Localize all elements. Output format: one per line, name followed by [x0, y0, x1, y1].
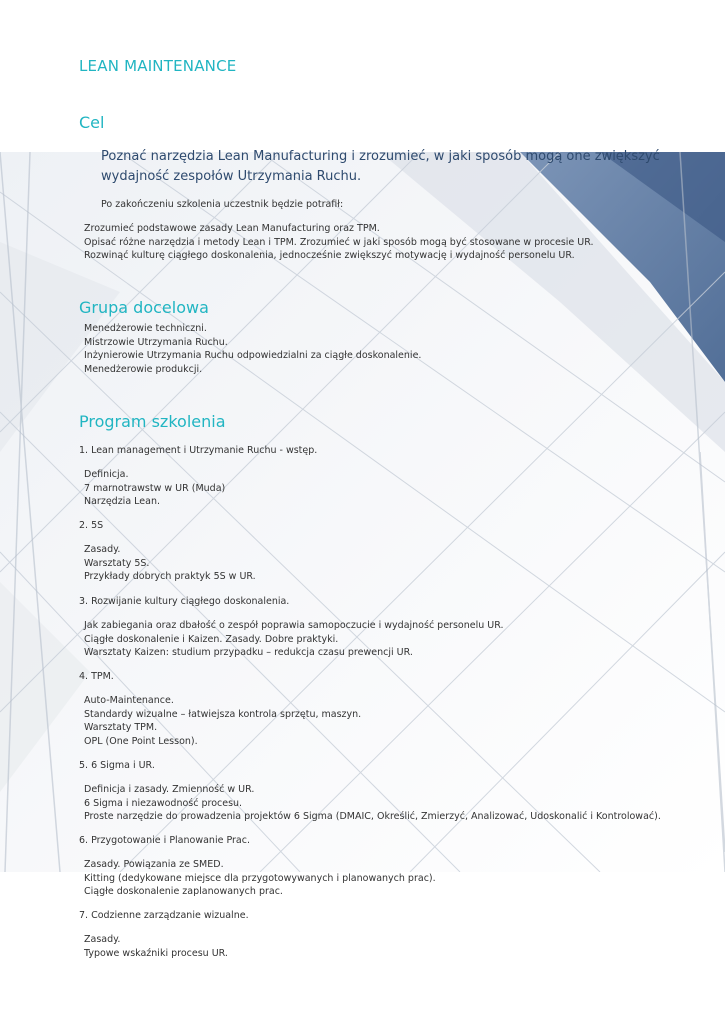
list-item: Zasady.: [84, 544, 121, 555]
module-items: [84, 783, 661, 824]
list-item: Definicja i zasady. Zmienność w UR.: [84, 784, 255, 795]
list-item: Inżynierowie Utrzymania Ruchu odpowiedzialni za ciągłe doskonalenie.: [84, 350, 422, 362]
list-item: Narzędzia Lean.: [84, 496, 160, 508]
module-title: 3. Rozwijanie kultury ciągłego doskonalenia.: [79, 596, 290, 607]
module-title: 5. 6 Sigma i UR.: [79, 760, 155, 771]
module-items: [84, 858, 436, 899]
goal-lead-text: [101, 147, 691, 187]
goal-lead-line: Poznać narzędzia Lean Manufacturing i zrozumieć, w jaki sposób mogą one zwiększyć: [101, 149, 660, 164]
list-item: Rozwinąć kulturę ciągłego doskonalenia, jednocześnie zwiększyć motywację i wydajność personelu UR.: [84, 250, 575, 262]
list-item: Menedżerowie techniczni.: [84, 323, 207, 334]
list-item: Mistrzowie Utrzymania Ruchu.: [84, 336, 228, 348]
list-item: Jak zabiegania oraz dbałość o zespół poprawia samopoczucie i wydajność personelu UR.: [84, 620, 504, 631]
list-item: Auto-Maintenance.: [84, 695, 174, 706]
list-item: Zasady. Powiązania ze SMED.: [84, 859, 224, 870]
module-title: 6. Przygotowanie i Planowanie Prac.: [79, 835, 250, 846]
list-item: Zasady.: [84, 934, 121, 945]
module-items: [84, 543, 256, 584]
module-title: 2. 5S: [79, 520, 104, 531]
list-item: Przykłady dobrych praktyk 5S w UR.: [84, 571, 256, 583]
module-title: 1. Lean management i Utrzymanie Ruchu - wstęp.: [79, 445, 318, 456]
goal-list: [84, 222, 594, 263]
list-item: Proste narzędzie do prowadzenia projektów 6 Sigma (DMAIC, Określić, Zmierzyć, Analizować, Udoskonalić i Kontrolować).: [84, 811, 661, 823]
list-item: Opisać różne narzędzia i metody Lean i TPM. Zrozumieć w jaki sposób mogą być stosowane w procesie UR.: [84, 236, 594, 248]
module-title: 4. TPM.: [79, 671, 114, 682]
goal-intro: Po zakończeniu szkolenia uczestnik będzie potrafił:: [101, 199, 344, 210]
document-title: LEAN MAINTENANCE: [79, 57, 237, 75]
list-item: Definicja.: [84, 469, 129, 480]
list-item: Zrozumieć podstawowe zasady Lean Manufacturing oraz TPM.: [84, 223, 380, 234]
list-item: Menedżerowie produkcji.: [84, 363, 203, 375]
module-items: [84, 933, 228, 960]
list-item: OPL (One Point Lesson).: [84, 735, 198, 747]
list-item: Ciągłe doskonalenie i Kaizen. Zasady. Dobre praktyki.: [84, 633, 339, 645]
goal-lead-line: wydajność zespołów Utrzymania Ruchu.: [101, 169, 362, 184]
module-items: [84, 619, 504, 660]
list-item: Standardy wizualne – łatwiejsza kontrola sprzętu, maszyn.: [84, 708, 362, 720]
module-title: 7. Codzienne zarządzanie wizualne.: [79, 910, 249, 921]
list-item: Kitting (dedykowane miejsce dla przygotowywanych i planowanych prac).: [84, 872, 436, 884]
list-item: 7 marnotrawstw w UR (Muda): [84, 482, 226, 494]
list-item: Ciągłe doskonalenie zaplanowanych prac.: [84, 886, 283, 898]
list-item: 6 Sigma i niezawodność procesu.: [84, 797, 243, 809]
target-group-list: [84, 322, 421, 376]
list-item: Typowe wskaźniki procesu UR.: [84, 947, 228, 959]
heading-target-group: Grupa docelowa: [79, 298, 209, 317]
list-item: Warsztaty 5S.: [84, 557, 150, 569]
heading-program: Program szkolenia: [79, 412, 226, 431]
heading-cel: Cel: [79, 113, 105, 132]
list-item: Warsztaty Kaizen: studium przypadku – redukcja czasu prewencji UR.: [84, 647, 413, 659]
list-item: Warsztaty TPM.: [84, 722, 158, 734]
module-items: [84, 694, 361, 748]
module-items: [84, 468, 225, 509]
